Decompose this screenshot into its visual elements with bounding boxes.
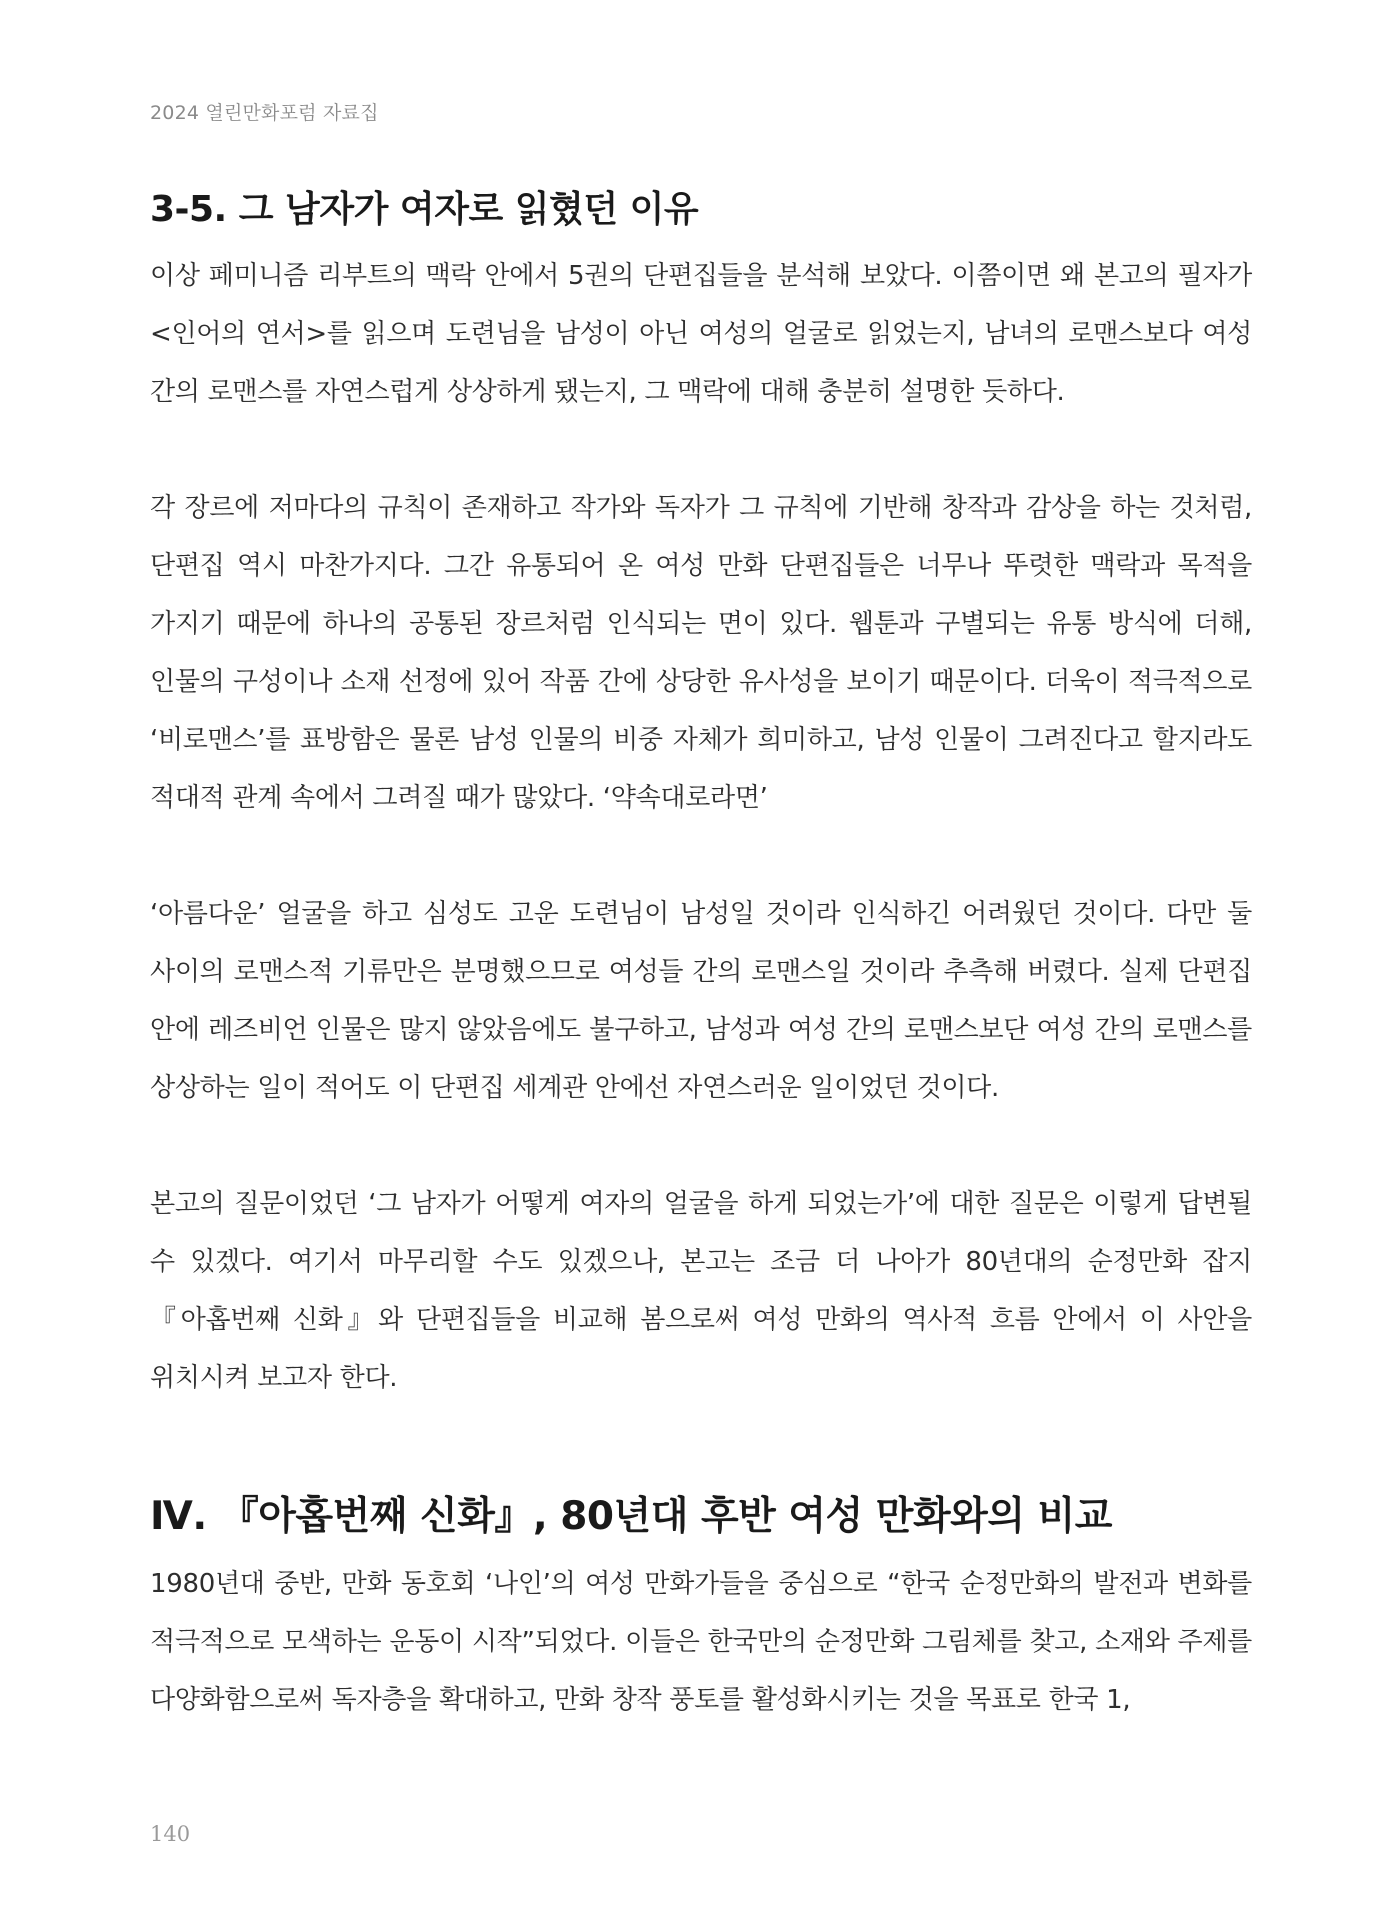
paragraph-gap — [150, 827, 1252, 885]
running-header: 2024 열린만화포럼 자료집 — [150, 102, 379, 124]
body-paragraph: ‘아름다운’ 얼굴을 하고 심성도 고운 도련님이 남성일 것이라 인식하긴 어려웠던 것이다. 다만 둘 사이의 로맨스적 기류만은 분명했으므로 여성들 간의 로맨스일 것이라 추측해 버렸다. 실제 단편집 안에 레즈비언 인물은 많지 않았음에도 불구하고, 남성과 여성 간의 로맨스보단 여성 간의 로맨스를 상상하는 일이 적어도 이 단편집 세계관 안에선 자연스러운 일이었던 것이다. — [150, 899, 1252, 1103]
section-title: 3-5. 그 남자가 여자로 읽혔던 이유 — [150, 189, 699, 230]
body-paragraph: 각 장르에 저마다의 규칙이 존재하고 작가와 독자가 그 규칙에 기반해 창작과 감상을 하는 것처럼, 단편집 역시 마찬가지다. 그간 유통되어 온 여성 만화 단편집들은 너무나 뚜렷한 맥락과 목적을 가지기 때문에 하나의 공통된 장르처럼 인식되는 면이 있다. 웹툰과 구별되는 유통 방식에 더해, 인물의 구성이나 소재 선정에 있어 작품 간에 상당한 유사성을 보이기 때문이다. 더욱이 적극적으로 ‘비로맨스’를 표방함은 물론 남성 인물의 비중 자체가 희미하고, 남성 인물이 그려진다고 할지라도 적대적 관계 속에서 그려질 때가 많았다. ‘약속대로라면’ — [150, 493, 1252, 813]
body-paragraph: 이상 페미니즘 리부트의 맥락 안에서 5권의 단편집들을 분석해 보았다. 이쯤이면 왜 본고의 필자가 <인어의 연서>를 읽으며 도련님을 남성이 아닌 여성의 얼굴로 읽었는지, 남녀의 로맨스보다 여성 간의 로맨스를 자연스럽게 상상하게 됐는지, 그 맥락에 대해 충분히 설명한 듯하다. — [150, 261, 1252, 407]
paragraph-gap — [150, 1117, 1252, 1175]
chapter-gap — [150, 1407, 1252, 1489]
paragraph-gap — [150, 421, 1252, 479]
page-content — [150, 185, 1252, 1729]
page-number: 140 — [150, 1822, 191, 1846]
body-paragraph: 본고의 질문이었던 ‘그 남자가 어떻게 여자의 얼굴을 하게 되었는가’에 대한 질문은 이렇게 답변될 수 있겠다. 여기서 마무리할 수도 있겠으나, 본고는 조금 더 나아가 80년대의 순정만화 잡지 『아홉번째 신화』와 단편집들을 비교해 봄으로써 여성 만화의 역사적 흐름 안에서 이 사안을 위치시켜 보고자 한다. — [150, 1189, 1252, 1393]
body-paragraph: 1980년대 중반, 만화 동호회 ‘나인’의 여성 만화가들을 중심으로 “한국 순정만화의 발전과 변화를 적극적으로 모색하는 운동이 시작”되었다. 이들은 한국만의 순정만화 그림체를 찾고, 소재와 주제를 다양화함으로써 독자층을 확대하고, 만화 창작 풍토를 활성화시키는 것을 목표로 한국 1, — [150, 1569, 1252, 1715]
chapter-title: Ⅳ. 『아홉번째 신화』, 80년대 후반 여성 만화와의 비교 — [150, 1494, 1112, 1539]
